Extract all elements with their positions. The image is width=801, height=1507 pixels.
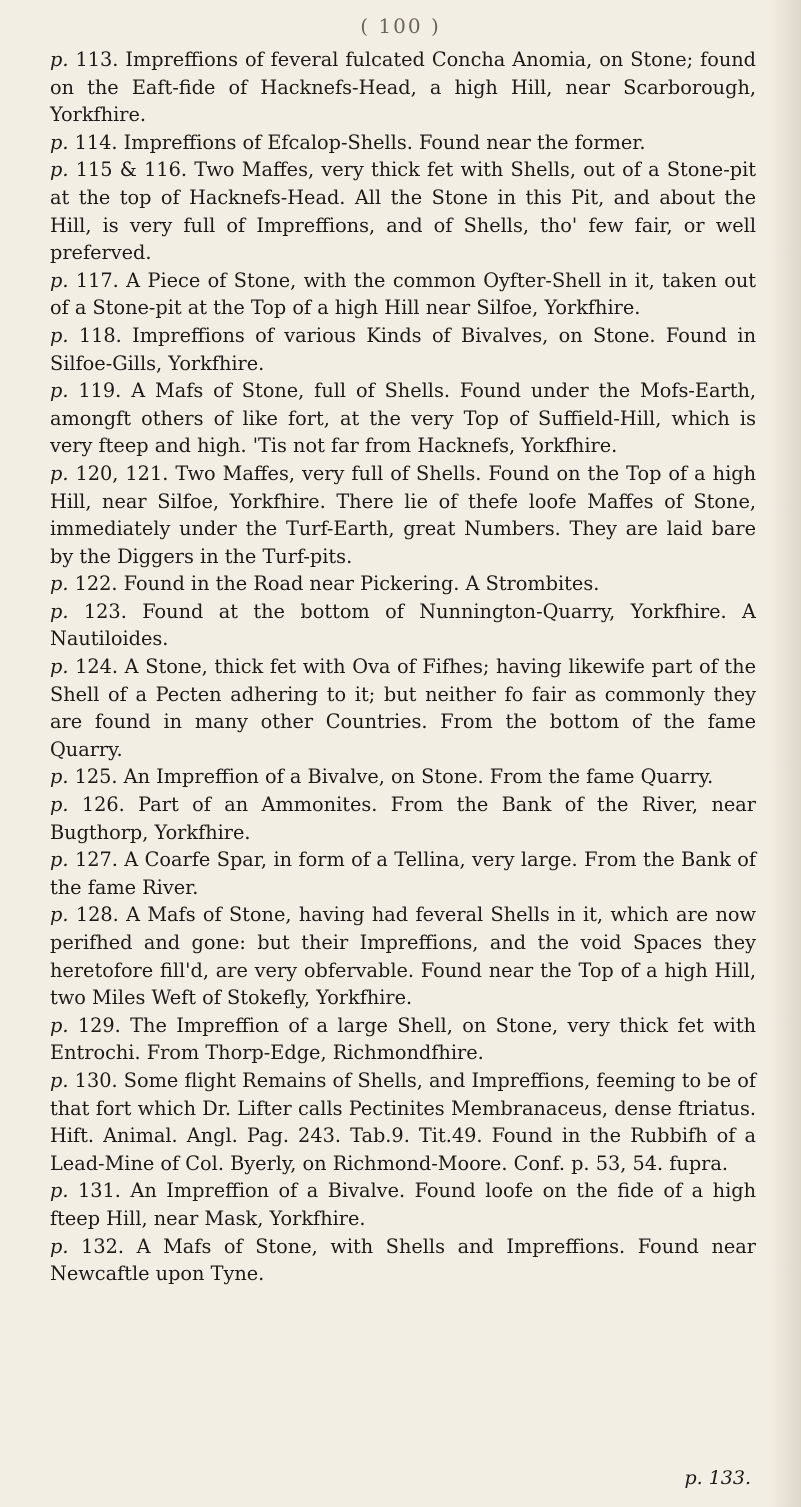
catalogue-entry: p. 130. Some flight Remains of Shells, and Impreffions, feeming to be of that fort which Dr. Lifter calls Pectinites Membranaceus, dense ftriatus. Hift. Animal. Angl. Pag. 243. Tab.9. Tit.49. Found in the Rubbifh of a Lead-Mine of Col. Byerly, on Richmond-Moore. Conf. p. 53, 54. fupra. <box>50 1068 756 1175</box>
catchword: p. 133. <box>684 1467 751 1489</box>
page-number: ( 100 ) <box>360 14 441 38</box>
catalogue-entry: p. 118. Impreffions of various Kinds of Bivalves, on Stone. Found in Silfoe-Gills, Yorkfhire. <box>50 323 756 375</box>
catalogue-entry: p. 122. Found in the Road near Pickering. A Strombites. <box>50 572 600 596</box>
catalogue-entry: p. 127. A Coarfe Spar, in form of a Tellina, very large. From the Bank of the fame River. <box>50 848 756 899</box>
catalogue-entry: p. 119. A Mafs of Stone, full of Shells. Found under the Mofs-Earth, amongft others of like fort, at the very Top of Suffield-Hill, which is very fteep and high. 'Tis not far from Hacknefs, Yorkfhire. <box>50 379 756 458</box>
catalogue-entry: p. 115 & 116. Two Maffes, very thick fet with Shells, out of a Stone-pit at the top of Hacknefs-Head. All the Stone in this Pit, and about the Hill, is very full of Impreffions, and of Shells, tho' few fair, or well preferved. <box>50 158 756 265</box>
catalogue-entry: p. 125. An Impreffion of a Bivalve, on Stone. From the fame Quarry. <box>50 765 714 789</box>
catalogue-entry: p. 129. The Impreffion of a large Shell, on Stone, very thick fet with Entrochi. From Thorp-Edge, Richmondfhire. <box>50 1013 756 1065</box>
catalogue-entry: p. 120, 121. Two Maffes, very full of Shells. Found on the Top of a high Hill, near Silfoe, Yorkfhire. There lie of thefe loofe Maffes of Stone, immediately under the Turf-Earth, great Numbers. They are laid bare by the Diggers in the Turf-pits. <box>50 461 756 568</box>
catalogue-entry: p. 114. Impreffions of Efcalop-Shells. Found near the former. <box>50 130 646 154</box>
catalogue-entry: p. 132. A Mafs of Stone, with Shells and Impreffions. Found near Newcaftle upon Tyne. <box>50 1234 756 1286</box>
catalogue-entry: p. 117. A Piece of Stone, with the common Oyfter-Shell in it, taken out of a Stone-pit at the Top of a high Hill near Silfoe, Yorkfhire. <box>50 268 756 320</box>
catalogue-entry: p. 126. Part of an Ammonites. From the Bank of the River, near Bugthorp, Yorkfhire. <box>50 793 756 844</box>
catalogue-entry: p. 128. A Mafs of Stone, having had feveral Shells in it, which are now perifhed and gone: but their Impreffions, and the void Spaces they heretofore fill'd, are very obfervable. Found near the Top of a high Hill, two Miles Weft of Stokefly, Yorkfhire. <box>50 903 756 1010</box>
catalogue-entry: p. 113. Impreffions of feveral fulcated Concha Anomia, on Stone; found on the Eaft-fide of Hacknefs-Head, a high Hill, near Scarborough, Yorkfhire. <box>50 48 756 127</box>
catalogue-entry: p. 131. An Impreffion of a Bivalve. Found loofe on the fide of a high fteep Hill, near Mask, Yorkfhire. <box>50 1179 756 1230</box>
catalogue-entry: p. 124. A Stone, thick fet with Ova of Fifhes; having likewife part of the Shell of a Pecten adhering to it; but neither fo fair as commonly they are found in many other Countries. From the bottom of the fame Quarry. <box>50 655 756 761</box>
catalogue-text <box>50 46 756 1288</box>
catalogue-entry: p. 123. Found at the bottom of Nunnington-Quarry, Yorkfhire. A Nautiloides. <box>50 599 756 651</box>
